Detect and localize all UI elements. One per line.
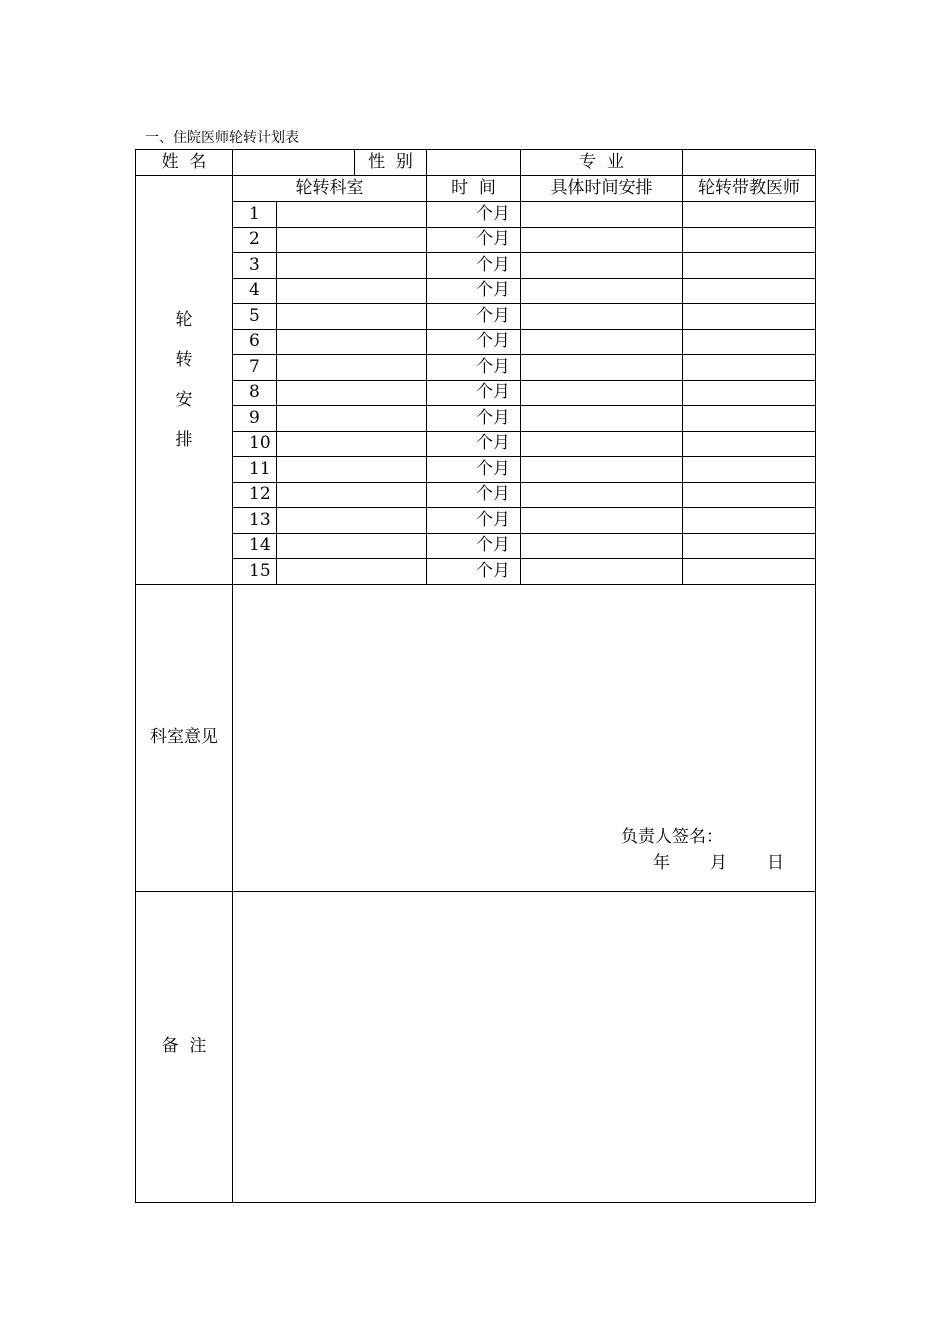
- dept-field[interactable]: [277, 304, 427, 330]
- gender-label: 性 别: [355, 150, 427, 176]
- rotation-row: [136, 533, 816, 559]
- dept-field[interactable]: [277, 329, 427, 355]
- dept-field[interactable]: [277, 278, 427, 304]
- opinion-label: 科室意见: [136, 584, 233, 891]
- dept-field[interactable]: [277, 406, 427, 432]
- row-number: 8: [233, 380, 277, 406]
- rotation-row: [136, 253, 816, 279]
- teacher-field[interactable]: [683, 278, 816, 304]
- month-label: 月: [710, 852, 727, 873]
- remarks-field[interactable]: [233, 891, 816, 1202]
- row-number: 7: [233, 355, 277, 381]
- year-label: 年: [653, 852, 670, 873]
- duration-field[interactable]: 个月: [427, 482, 521, 508]
- date-line: [653, 852, 784, 873]
- signature-label: 负责人签名：: [621, 826, 723, 847]
- col-schedule-header: 具体时间安排: [521, 176, 683, 202]
- rotation-header-row: [136, 176, 816, 202]
- teacher-field[interactable]: [683, 227, 816, 253]
- duration-field[interactable]: 个月: [427, 278, 521, 304]
- row-number: 4: [233, 278, 277, 304]
- dept-field[interactable]: [277, 253, 427, 279]
- dept-field[interactable]: [277, 227, 427, 253]
- remarks-label: 备 注: [136, 891, 233, 1202]
- rotation-side-label: [136, 176, 233, 585]
- rotation-row: [136, 457, 816, 483]
- rotation-row: [136, 202, 816, 228]
- row-number: 13: [233, 508, 277, 534]
- side-char: 轮: [175, 309, 193, 330]
- schedule-field[interactable]: [521, 253, 683, 279]
- duration-field[interactable]: 个月: [427, 508, 521, 534]
- schedule-field[interactable]: [521, 329, 683, 355]
- dept-field[interactable]: [277, 457, 427, 483]
- duration-field[interactable]: 个月: [427, 329, 521, 355]
- dept-field[interactable]: [277, 482, 427, 508]
- side-char: 排: [175, 429, 193, 450]
- teacher-field[interactable]: [683, 533, 816, 559]
- duration-field[interactable]: 个月: [427, 559, 521, 585]
- opinion-field[interactable]: [233, 584, 816, 891]
- row-number: 15: [233, 559, 277, 585]
- schedule-field[interactable]: [521, 304, 683, 330]
- teacher-field[interactable]: [683, 355, 816, 381]
- schedule-field[interactable]: [521, 431, 683, 457]
- dept-field[interactable]: [277, 380, 427, 406]
- teacher-field[interactable]: [683, 559, 816, 585]
- dept-field[interactable]: [277, 355, 427, 381]
- duration-field[interactable]: 个月: [427, 380, 521, 406]
- rotation-row: [136, 431, 816, 457]
- col-teacher-header: 轮转带教医师: [683, 176, 816, 202]
- duration-field[interactable]: 个月: [427, 406, 521, 432]
- row-number: 14: [233, 533, 277, 559]
- rotation-row: [136, 559, 816, 585]
- duration-field[interactable]: 个月: [427, 202, 521, 228]
- rotation-row: [136, 304, 816, 330]
- schedule-field[interactable]: [521, 559, 683, 585]
- dept-field[interactable]: [277, 202, 427, 228]
- teacher-field[interactable]: [683, 431, 816, 457]
- major-field[interactable]: [683, 150, 816, 176]
- schedule-field[interactable]: [521, 380, 683, 406]
- rotation-row: [136, 380, 816, 406]
- schedule-field[interactable]: [521, 227, 683, 253]
- major-label: 专 业: [521, 150, 683, 176]
- dept-field[interactable]: [277, 508, 427, 534]
- side-char: 转: [175, 349, 193, 370]
- duration-field[interactable]: 个月: [427, 227, 521, 253]
- rotation-row: [136, 329, 816, 355]
- row-number: 6: [233, 329, 277, 355]
- schedule-field[interactable]: [521, 406, 683, 432]
- schedule-field[interactable]: [521, 482, 683, 508]
- row-number: 9: [233, 406, 277, 432]
- schedule-field[interactable]: [521, 202, 683, 228]
- teacher-field[interactable]: [683, 329, 816, 355]
- gender-field[interactable]: [427, 150, 521, 176]
- row-number: 3: [233, 253, 277, 279]
- duration-field[interactable]: 个月: [427, 304, 521, 330]
- duration-field[interactable]: 个月: [427, 533, 521, 559]
- schedule-field[interactable]: [521, 508, 683, 534]
- form-title: 一、住院医师轮转计划表: [145, 130, 299, 146]
- row-number: 12: [233, 482, 277, 508]
- row-number: 2: [233, 227, 277, 253]
- row-number: 1: [233, 202, 277, 228]
- teacher-field[interactable]: [683, 253, 816, 279]
- rotation-row: [136, 508, 816, 534]
- duration-field[interactable]: 个月: [427, 355, 521, 381]
- row-number: 11: [233, 457, 277, 483]
- day-label: 日: [767, 852, 784, 873]
- rotation-plan-table: [135, 149, 816, 1203]
- rotation-row: [136, 355, 816, 381]
- teacher-field[interactable]: [683, 304, 816, 330]
- name-field[interactable]: [233, 150, 355, 176]
- info-row: [136, 150, 816, 176]
- col-dept-header: 轮转科室: [233, 176, 427, 202]
- teacher-field[interactable]: [683, 406, 816, 432]
- duration-field[interactable]: 个月: [427, 253, 521, 279]
- teacher-field[interactable]: [683, 380, 816, 406]
- teacher-field[interactable]: [683, 202, 816, 228]
- teacher-field[interactable]: [683, 482, 816, 508]
- opinion-row: [136, 584, 816, 891]
- name-label: 姓 名: [136, 150, 233, 176]
- rotation-row: [136, 482, 816, 508]
- duration-field[interactable]: 个月: [427, 457, 521, 483]
- rotation-row: [136, 227, 816, 253]
- dept-field[interactable]: [277, 559, 427, 585]
- teacher-field[interactable]: [683, 508, 816, 534]
- row-number: 10: [233, 431, 277, 457]
- row-number: 5: [233, 304, 277, 330]
- side-char: 安: [175, 389, 193, 410]
- rotation-row: [136, 278, 816, 304]
- schedule-field[interactable]: [521, 355, 683, 381]
- teacher-field[interactable]: [683, 457, 816, 483]
- schedule-field[interactable]: [521, 278, 683, 304]
- dept-field[interactable]: [277, 533, 427, 559]
- rotation-row: [136, 406, 816, 432]
- schedule-field[interactable]: [521, 457, 683, 483]
- col-time-header: 时 间: [427, 176, 521, 202]
- remarks-row: [136, 891, 816, 1202]
- duration-field[interactable]: 个月: [427, 431, 521, 457]
- schedule-field[interactable]: [521, 533, 683, 559]
- dept-field[interactable]: [277, 431, 427, 457]
